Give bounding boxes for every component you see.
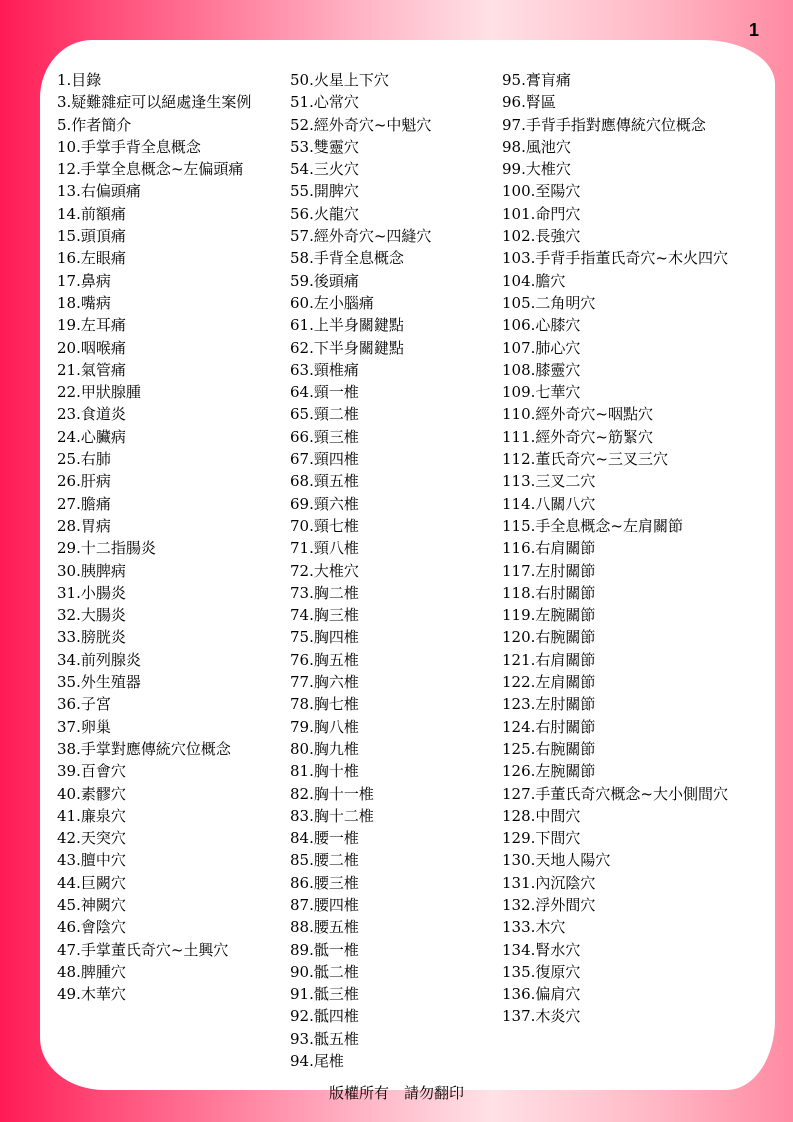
toc-entry: 134.腎水穴 <box>502 940 581 959</box>
toc-entry: 121.右肩關節 <box>502 650 596 669</box>
toc-entry: 64.頸一椎 <box>290 383 359 402</box>
toc-entry: 86.腰三椎 <box>290 873 359 892</box>
toc-entry: 21.氣管痛 <box>57 360 126 379</box>
toc-entry: 131.內沉陰穴 <box>502 873 596 892</box>
toc-entry: 91.骶三椎 <box>290 985 359 1004</box>
toc-entry: 19.左耳痛 <box>57 316 126 335</box>
toc-entry: 68.頸五椎 <box>290 472 359 491</box>
toc-entry: 124.右肘關節 <box>502 717 596 736</box>
toc-entry: 97.手背手指對應傳統穴位概念 <box>502 115 706 134</box>
toc-entry: 52.經外奇穴~中魁穴 <box>290 115 432 134</box>
toc-entry: 81.胸十椎 <box>290 762 359 781</box>
toc-entry: 42.天突穴 <box>57 829 126 848</box>
toc-entry: 51.心常穴 <box>290 93 359 112</box>
toc-entry: 109.七華穴 <box>502 383 581 402</box>
toc-entry: 90.骶二椎 <box>290 962 359 981</box>
toc-entry: 112.董氏奇穴~三叉三穴 <box>502 450 668 469</box>
toc-entry: 108.膝靈穴 <box>502 360 581 379</box>
toc-entry: 102.長強穴 <box>502 227 581 246</box>
toc-entry: 88.腰五椎 <box>290 918 359 937</box>
toc-entry: 55.開脾穴 <box>290 182 359 201</box>
toc-entry: 50.火星上下穴 <box>290 71 389 89</box>
toc-entry: 62.下半身關鍵點 <box>290 338 404 357</box>
toc-entry: 115.手全息概念~左肩關節 <box>502 516 683 535</box>
toc-entry: 48.脾腫穴 <box>57 962 126 981</box>
toc-entry: 43.膻中穴 <box>57 851 126 870</box>
toc-entry: 15.頭頂痛 <box>57 227 126 246</box>
toc-entry: 89.骶一椎 <box>290 940 359 959</box>
toc-entry: 65.頸二椎 <box>290 405 359 424</box>
toc-entry: 123.左肘關節 <box>502 695 596 714</box>
toc-entry: 41.廉泉穴 <box>57 806 126 825</box>
toc-entry: 45.神闕穴 <box>57 895 126 914</box>
toc-entry: 114.八關八穴 <box>502 494 596 513</box>
toc-entry: 32.大腸炎 <box>57 606 126 625</box>
toc-entry: 1.目錄 <box>57 71 102 89</box>
toc-entry: 18.嘴病 <box>57 293 111 312</box>
toc-entry: 35.外生殖器 <box>57 673 141 692</box>
toc-entry: 125.右腕關節 <box>502 739 596 758</box>
toc-entry: 127.手董氏奇穴概念~大小側間穴 <box>502 784 728 803</box>
toc-entry: 116.右肩關節 <box>502 539 596 558</box>
toc-entry: 29.十二指腸炎 <box>57 539 156 558</box>
toc-entry: 69.頸六椎 <box>290 494 359 513</box>
toc-entry: 23.食道炎 <box>57 405 126 424</box>
toc-entry: 136.偏肩穴 <box>502 985 581 1004</box>
toc-entry: 119.左腕關節 <box>502 606 596 625</box>
toc-entry: 24.心臟病 <box>57 427 126 446</box>
toc-entry: 103.手背手指董氏奇穴~木火四穴 <box>502 249 728 268</box>
toc-entry: 104.膽穴 <box>502 271 566 290</box>
toc-entry: 38.手掌對應傳統穴位概念 <box>57 739 231 758</box>
toc-entry: 100.至陽穴 <box>502 182 581 201</box>
toc-entry: 22.甲狀腺腫 <box>57 383 141 402</box>
toc-column-1 <box>57 69 275 1005</box>
toc-entry: 31.小腸炎 <box>57 583 126 602</box>
toc-entry: 84.腰一椎 <box>290 829 359 848</box>
toc-entry: 73.胸二椎 <box>290 583 359 602</box>
toc-entry: 27.膽痛 <box>57 494 111 513</box>
toc-entry: 54.三火穴 <box>290 160 359 179</box>
toc-entry: 95.膏肓痛 <box>502 71 571 89</box>
toc-entry: 74.胸三椎 <box>290 606 359 625</box>
toc-entry: 92.骶四椎 <box>290 1007 359 1026</box>
toc-entry: 47.手掌董氏奇穴~土興穴 <box>57 940 229 959</box>
toc-entry: 20.咽喉痛 <box>57 338 126 357</box>
toc-entry: 26.肝病 <box>57 472 111 491</box>
toc-entry: 120.右腕關節 <box>502 628 596 647</box>
toc-entry: 58.手背全息概念 <box>290 249 404 268</box>
toc-entry: 111.經外奇穴~筋緊穴 <box>502 427 653 446</box>
toc-entry: 135.復原穴 <box>502 962 581 981</box>
toc-entry: 137.木炎穴 <box>502 1007 581 1026</box>
toc-entry: 117.左肘關節 <box>502 561 596 580</box>
toc-entry: 14.前額痛 <box>57 204 126 223</box>
toc-entry: 49.木華穴 <box>57 985 126 1004</box>
toc-entry: 87.腰四椎 <box>290 895 359 914</box>
toc-entry: 67.頸四椎 <box>290 450 359 469</box>
toc-entry: 46.會陰穴 <box>57 918 126 937</box>
toc-entry: 101.命門穴 <box>502 204 581 223</box>
toc-entry: 107.肺心穴 <box>502 338 581 357</box>
toc-column-2 <box>290 69 495 1072</box>
toc-entry: 63.頸椎痛 <box>290 360 359 379</box>
toc-entry: 80.胸九椎 <box>290 739 359 758</box>
toc-entry: 5.作者簡介 <box>57 115 132 134</box>
toc-entry: 96.腎區 <box>502 93 556 112</box>
toc-entry: 132.浮外間穴 <box>502 895 596 914</box>
toc-entry: 16.左眼痛 <box>57 249 126 268</box>
toc-entry: 77.胸六椎 <box>290 673 359 692</box>
toc-entry: 85.腰二椎 <box>290 851 359 870</box>
toc-entry: 106.心膝穴 <box>502 316 581 335</box>
toc-entry: 33.膀胱炎 <box>57 628 126 647</box>
toc-entry: 126.左腕關節 <box>502 762 596 781</box>
toc-entry: 129.下間穴 <box>502 829 581 848</box>
toc-entry: 57.經外奇穴~四縫穴 <box>290 227 432 246</box>
toc-entry: 59.後頭痛 <box>290 271 359 290</box>
toc-entry: 60.左小腦痛 <box>290 293 374 312</box>
toc-entry: 105.二角明穴 <box>502 293 596 312</box>
toc-entry: 71.頸八椎 <box>290 539 359 558</box>
toc-entry: 28.胃病 <box>57 516 111 535</box>
toc-entry: 13.右偏頭痛 <box>57 182 141 201</box>
toc-entry: 79.胸八椎 <box>290 717 359 736</box>
toc-entry: 128.中間穴 <box>502 806 581 825</box>
toc-entry: 75.胸四椎 <box>290 628 359 647</box>
toc-entry: 56.火龍穴 <box>290 204 359 223</box>
toc-entry: 44.巨闕穴 <box>57 873 126 892</box>
toc-entry: 130.天地人陽穴 <box>502 851 611 870</box>
toc-entry: 72.大椎穴 <box>290 561 359 580</box>
toc-entry: 37.卵巢 <box>57 717 111 736</box>
toc-entry: 40.素髎穴 <box>57 784 126 803</box>
toc-entry: 94.尾椎 <box>290 1052 344 1071</box>
toc-entry: 36.子宮 <box>57 695 111 714</box>
toc-entry: 66.頸三椎 <box>290 427 359 446</box>
copyright-footer: 版權所有 請勿翻印 <box>328 1084 464 1102</box>
toc-entry: 17.鼻病 <box>57 271 111 290</box>
toc-entry: 61.上半身關鍵點 <box>290 316 404 335</box>
toc-entry: 76.胸五椎 <box>290 650 359 669</box>
toc-entry: 78.胸七椎 <box>290 695 359 714</box>
toc-entry: 98.風池穴 <box>502 137 571 156</box>
toc-entry: 12.手掌全息概念~左偏頭痛 <box>57 160 244 179</box>
toc-entry: 118.右肘關節 <box>502 583 596 602</box>
toc-entry: 53.雙靈穴 <box>290 137 359 156</box>
toc-entry: 93.骶五椎 <box>290 1029 359 1048</box>
toc-entry: 10.手掌手背全息概念 <box>57 137 201 156</box>
toc-entry: 30.胰脾病 <box>57 561 126 580</box>
toc-entry: 3.疑難雜症可以絕處逢生案例 <box>57 93 252 112</box>
toc-column-3 <box>502 69 760 1028</box>
page-number: 1 <box>748 20 759 40</box>
toc-entry: 99.大椎穴 <box>502 160 571 179</box>
toc-entry: 25.右肺 <box>57 450 111 469</box>
toc-entry: 113.三叉二穴 <box>502 472 596 491</box>
toc-entry: 133.木穴 <box>502 918 566 937</box>
toc-entry: 82.胸十一椎 <box>290 784 374 803</box>
toc-entry: 110.經外奇穴~咽點穴 <box>502 405 653 424</box>
toc-entry: 83.胸十二椎 <box>290 806 374 825</box>
toc-entry: 70.頸七椎 <box>290 516 359 535</box>
toc-entry: 34.前列腺炎 <box>57 650 141 669</box>
toc-entry: 122.左肩關節 <box>502 673 596 692</box>
toc-entry: 39.百會穴 <box>57 762 126 781</box>
